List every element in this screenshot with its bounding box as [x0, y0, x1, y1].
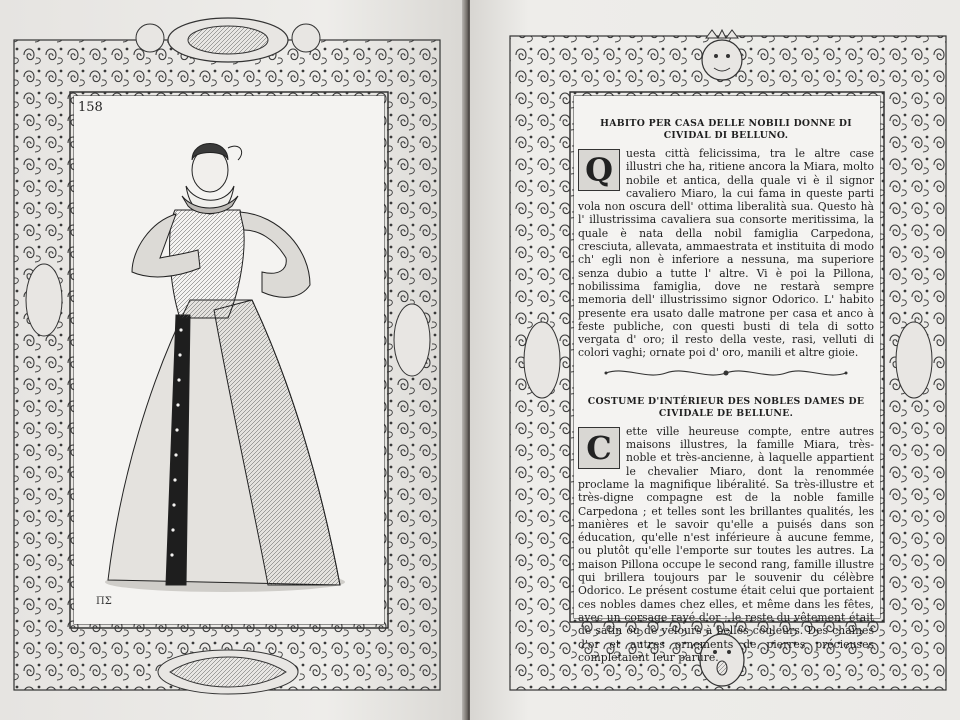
french-paragraph	[578, 425, 874, 664]
french-drop-cap: C	[578, 427, 620, 469]
page-number: 158	[78, 100, 103, 115]
italian-body-text: uesta città felicissima, tra le altre case illustri che ha, ritiene ancora la Miara, molto nobile et antica, della quale vi è il signor cavaliero Miaro, la cui fama in queste parti vola non oscura dell' ottima liberalità sua. Questo hà l' illustrissima cavaliera sua consorte meritissima, la quale è nata della nobil famiglia Carpedona, cresciuta, allevata, ammaestrata et instituita di modo ch' egli non è inferiore a nessuna, ma superiore senza dubio a tutte l' altre. Vi è poi la Pillona, nobilissima famiglia, dove ne restarà sempre memoria dell' illustrissimo signor Odorico. L' habito presente era usato dalle matrone per casa et anco à feste publiche, con questi busti di tela di sotto vergata d' oro; il resto della veste, rasi, velluti di colori vaghi; ornate poi d' oro, manili et altre gioie.	[578, 147, 874, 360]
ornamental-divider	[586, 366, 866, 380]
italian-drop-cap: Q	[578, 149, 620, 191]
italian-paragraph	[578, 147, 874, 360]
left-ornamental-frame	[0, 0, 466, 720]
text-panel	[578, 100, 874, 664]
right-page	[470, 0, 960, 720]
italian-title: HABITO PER CASA DELLE NOBILI DONNE DI CIVIDAL DI BELLUNO.	[600, 118, 852, 141]
engraver-monogram: ΠΣ	[96, 596, 112, 607]
french-body-text: ette ville heureuse compte, entre autres maisons illustres, la famille Miara, très-noble et très-ancienne, à laquelle appartient le chevalier Miaro, dont la renommée proclame la magnifique libéralité. Sa très-illustre et très-digne compagne est de la noble famille Carpedona ; et telles sont les brillantes qualités, les manières et le savoir qu'elle a puisés dans son éducation, qu'elle n'est inférieure à aucune femme, ou plutôt qu'elle l'emporte sur toutes les autres. La maison Pillona occupe le second rang, famille illustre qui brillera toujours par le souvenir du célèbre Odorico. Le présent costume était celui que portaient ces nobles dames chez elles, et même dans les fêtes, avec un corsage rayé d'or ; le reste du vêtement était de satin ou de velours à belles couleurs. Des chaînes d'or et autres ornements de pierres précieuses complétaient leur parure.	[578, 424, 874, 664]
french-title: COSTUME D'INTÉRIEUR DES NOBLES DAMES DE CIVIDALE DE BELLUNE.	[587, 395, 865, 419]
left-page	[0, 0, 466, 720]
